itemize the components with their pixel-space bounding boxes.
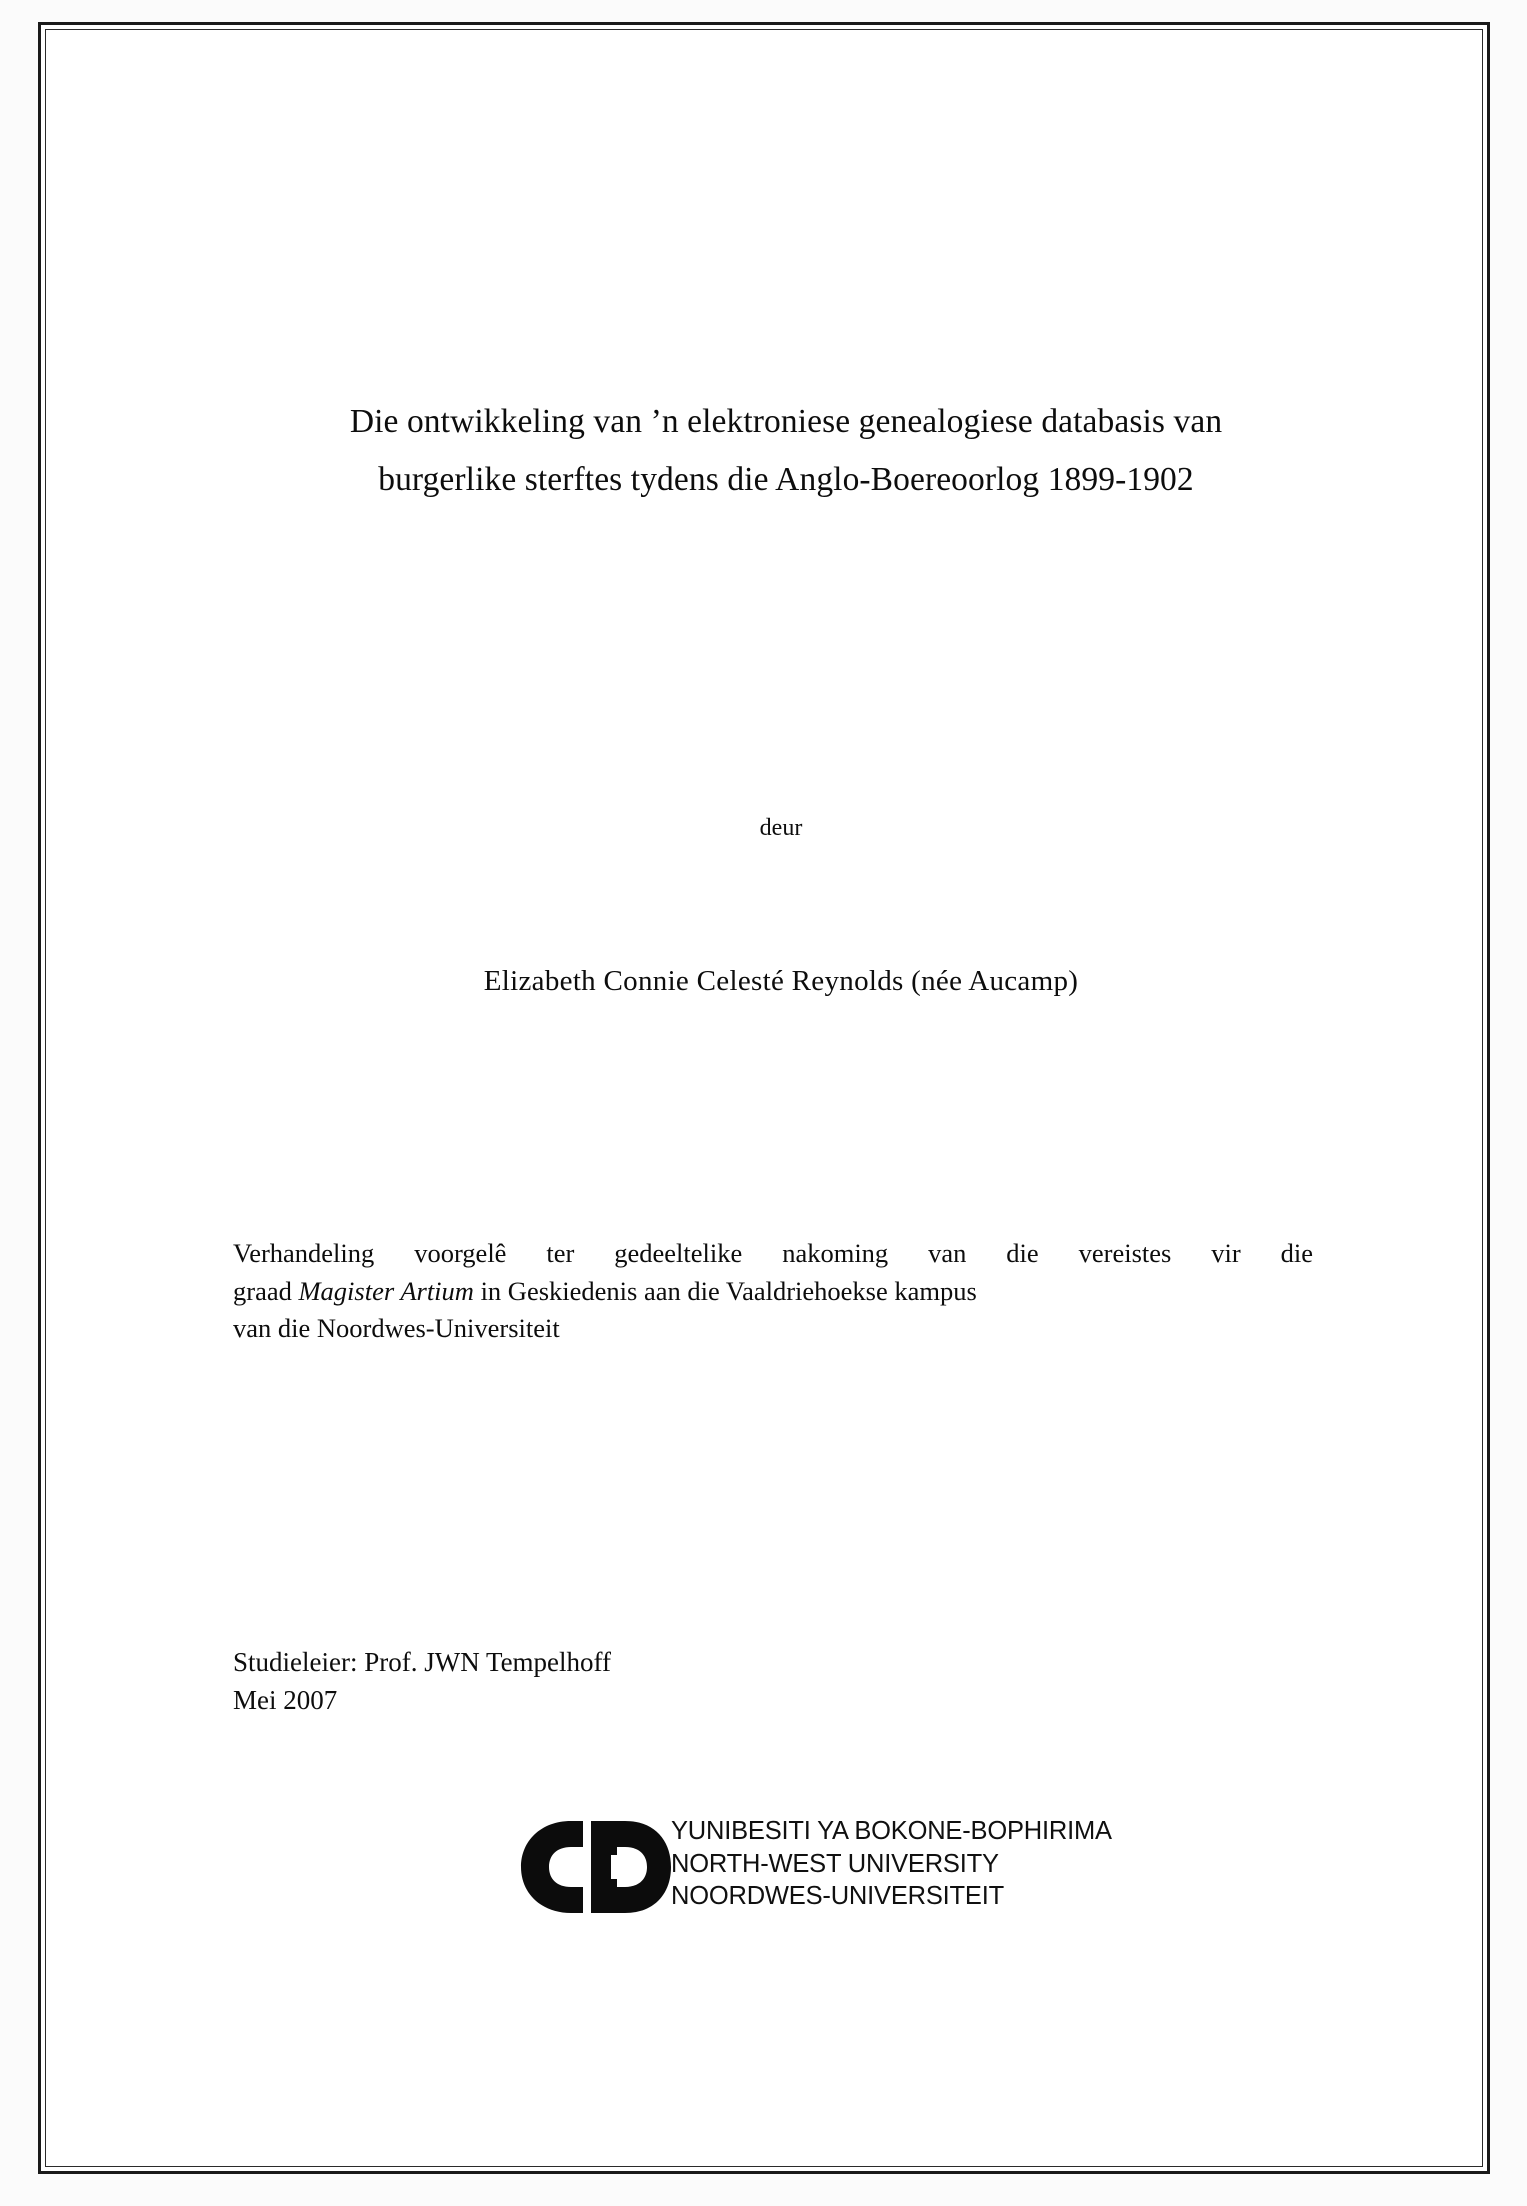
statement-line-2-prefix: graad	[233, 1275, 299, 1306]
submission-statement	[233, 1235, 1313, 1348]
north-west-university-logo-icon	[513, 1813, 678, 1921]
statement-line-2	[233, 1273, 1313, 1311]
logo-text-line-1: YUNIBESITI YA BOKONE-BOPHIRIMA	[671, 1817, 1112, 1845]
university-logo-block	[513, 1809, 1273, 1929]
degree-name: Magister Artium	[298, 1275, 474, 1306]
author-name: Elizabeth Connie Celesté Reynolds (née Aucamp)	[483, 965, 1079, 997]
supervisor-block	[233, 1643, 1233, 1720]
date-line: Mei 2007	[233, 1685, 338, 1716]
title-line-1: Die ontwikkeling van ’n elektroniese genealogiese databasis van	[349, 403, 1223, 440]
byline-label: deur	[759, 815, 803, 841]
statement-line-1: Verhandeling voorgelê ter gedeeltelike nakoming van die vereistes vir die	[233, 1238, 1313, 1268]
title-line-2: burgerlike sterftes tydens die Anglo-Boereoorlog 1899-1902	[378, 460, 1194, 498]
logo-text-line-3: NOORDWES-UNIVERSITEIT	[671, 1882, 1004, 1911]
statement-line-2-suffix: in Geskiedenis aan die Vaaldriehoekse kampus	[473, 1275, 977, 1306]
logo-text-line-2: NORTH-WEST UNIVERSITY	[671, 1849, 999, 1878]
page-border-frame	[38, 22, 1490, 2174]
statement-line-3: van die Noordwes-Universiteit	[233, 1313, 560, 1344]
university-logo-text	[671, 1815, 1112, 1913]
page-title	[221, 393, 1351, 508]
title-page-content	[191, 25, 1371, 2171]
supervisor-line: Studieleier: Prof. JWN Tempelhoff	[233, 1647, 612, 1677]
